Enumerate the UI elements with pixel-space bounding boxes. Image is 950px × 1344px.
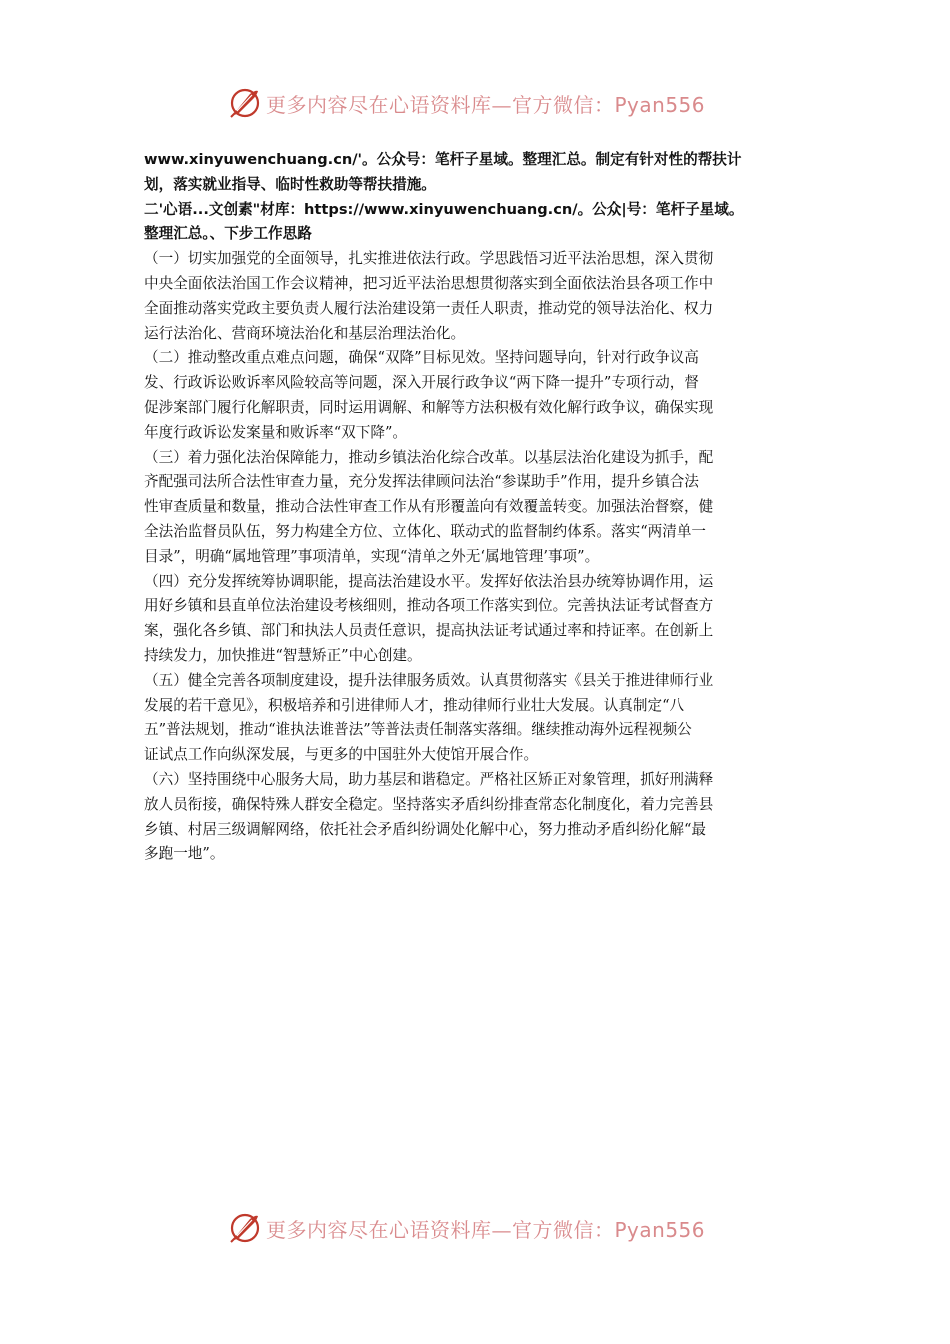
footer-wechat-id: Pyan556: [614, 1217, 706, 1242]
intro-line: 整理汇总。、下步工作思路: [144, 225, 312, 243]
header-banner-text: 更多内容尽在心语资料库—官方微信：Pyan556: [266, 92, 706, 117]
body-line: （四）充分发挥统筹协调职能，提高法治建设水平。发挥好依法治县办统筹协调作用，运: [144, 572, 714, 590]
body-line: （三）着力强化法治保障能力，推动乡镇法治化综合改革。以基层法治化建设为抓手，配: [144, 448, 714, 466]
body-line: （一）切实加强党的全面领导，扎实推进依法行政。学思践悟习近平法治思想，深入贯彻: [144, 250, 714, 268]
body-line: 发、行政诉讼败诉率风险较高等问题，深入开展行政争议“两下降一提升”专项行动，督: [144, 374, 699, 392]
body-line: 发展的若干意见》，积极培养和引进律师人才，推动律师行业壮大发展。认真制定“八: [144, 696, 685, 714]
body-line: 齐配强司法所合法性审查力量，充分发挥法律顾问法治“参谋助手”作用，提升乡镇合法: [144, 473, 699, 491]
quill-pen-logo-icon: [228, 86, 262, 120]
body-line: 五”普法规划，推动“谁执法谁普法”等普法责任制落实落细。继续推动海外远程视频公: [144, 721, 692, 739]
body-line: 运行法治化、营商环境法治化和基层治理法治化。: [144, 324, 466, 342]
document-body: [144, 148, 808, 867]
body-line: 性审查质量和数量，推动合法性审查工作从有形覆盖向有效覆盖转变。加强法治督察，健: [144, 498, 714, 516]
body-line: 案，强化各乡镇、部门和执法人员责任意识，提高执法证考试通过率和持证率。在创新上: [144, 622, 714, 640]
intro-section: [144, 148, 808, 247]
header-wechat-id: Pyan556: [614, 92, 706, 117]
body-line: 持续发力，加快推进“智慧矫正”中心创建。: [144, 646, 422, 664]
intro-line: www.xinyuwenchuang.cn/'。公众号：笔杆子星域。整理汇总。制定有针对性的帮扶计: [144, 151, 742, 168]
body-line: （六）坚持围绕中心服务大局，助力基层和谐稳定。严格社区矫正对象管理，抓好刑满释: [144, 770, 714, 788]
header-banner: [228, 83, 748, 123]
footer-banner: [228, 1208, 748, 1248]
body-line: 用好乡镇和县直单位法治建设考核细则，推动各项工作落实到位。完善执法证考试督查方: [144, 597, 714, 615]
body-line: 中央全面依法治国工作会议精神，把习近平法治思想贯彻落实到全面依法治县各项工作中: [144, 274, 714, 292]
quill-pen-logo-icon: [228, 1211, 262, 1245]
intro-line: 划，落实就业指导、临时性救助等帮扶措施。: [144, 175, 436, 193]
body-line: 乡镇、村居三级调解网络，依托社会矛盾纠纷调处化解中心，努力推动矛盾纠纷化解“最: [144, 820, 707, 838]
intro-line: 二'心语...文创素"材库：https://www.xinyuwenchuang.cn/。公众|号：笔杆子星域。: [144, 200, 744, 218]
body-line: 放人员衔接，确保特殊人群安全稳定。坚持落实矛盾纠纷排查常态化制度化，着力完善县: [144, 795, 714, 813]
body-line: （五）健全完善各项制度建设，提升法律服务质效。认真贯彻落实《县关于推进律师行业: [144, 671, 714, 689]
body-line: 证试点工作向纵深发展，与更多的中国驻外大使馆开展合作。: [144, 746, 539, 764]
body-line: 全法治监督员队伍，努力构建全方位、立体化、联动式的监督制约体系。落实“两清单一: [144, 522, 707, 540]
work-plan-section: [144, 247, 808, 867]
body-line: 目录”，明确“属地管理”事项清单，实现“清单之外无‘属地管理’事项”。: [144, 547, 600, 565]
footer-banner-text: 更多内容尽在心语资料库—官方微信：Pyan556: [266, 1217, 706, 1242]
body-line: 年度行政诉讼发案量和败诉率“双下降”。: [144, 423, 408, 441]
body-line: 促涉案部门履行化解职责，同时运用调解、和解等方法积极有效化解行政争议，确保实现: [144, 398, 714, 416]
body-line: 多跑一地”。: [144, 845, 225, 863]
body-line: （二）推动整改重点难点问题，确保“双降”目标见效。坚持问题导向，针对行政争议高: [144, 349, 699, 367]
body-line: 全面推动落实党政主要负责人履行法治建设第一责任人职责，推动党的领导法治化、权力: [144, 299, 714, 317]
